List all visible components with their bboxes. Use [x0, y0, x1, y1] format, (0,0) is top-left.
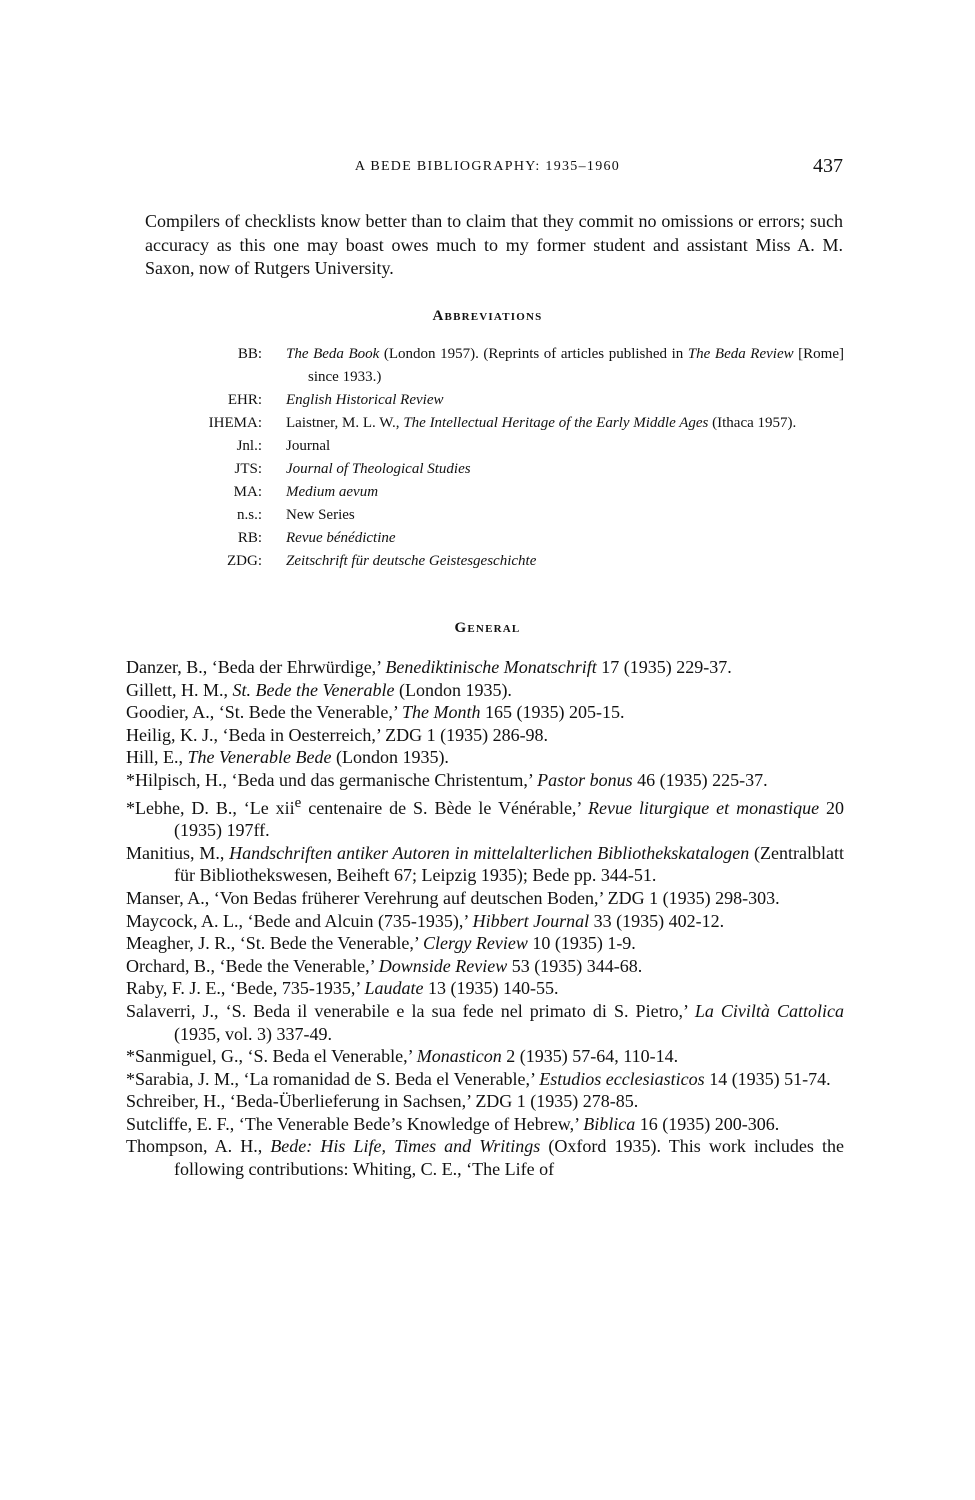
text-run: Orchard, B., ‘Bede the Venerable,’ [126, 955, 379, 976]
bibliography-entry [126, 887, 844, 910]
abbreviation-expansion [286, 343, 844, 389]
abbreviation-row [180, 435, 844, 458]
text-run: centenaire de S. Bède le Vénérable,’ [301, 797, 589, 818]
abbreviation-key: Jnl.: [236, 438, 262, 454]
abbreviation-key: MA: [233, 484, 262, 500]
bibliography-entry [126, 1045, 844, 1068]
bibliography-entry [126, 842, 844, 887]
italic-title: La Civiltà Cattolica [694, 1000, 844, 1021]
intro-paragraph: Compilers of checklists know better than to claim that they commit no omissions or errors; such accuracy as this one may boast owes much to my former student and assistant Miss A. M. Saxon, now of Rutgers University. [145, 211, 843, 278]
italic-title: Monasticon [416, 1046, 502, 1067]
abbreviation-expansion [286, 527, 844, 550]
text-run: 2 (1935) 57-64, 110-14. [501, 1046, 679, 1067]
bibliography-entry [126, 1068, 844, 1091]
abbreviation-key: JTS: [234, 461, 262, 477]
bibliography-entry [126, 910, 844, 933]
bibliography-entry [126, 701, 844, 724]
superscript: e [294, 794, 302, 811]
text-run: (1935, vol. 3) 337-49. [174, 1023, 332, 1044]
italic-title: Laudate [364, 978, 424, 999]
bibliography-entry [126, 656, 844, 679]
text-run: *Lebhe, D. B., ‘Le xii [126, 797, 295, 818]
text-run: 13 (1935) 140-55. [423, 978, 559, 999]
text-run: Sutcliffe, E. F., ‘The Venerable Bede’s Knowledge of Hebrew,’ [126, 1113, 584, 1134]
text-run: Hill, E., [126, 747, 188, 768]
abbreviation-expansion [286, 389, 844, 412]
text-run: *Sarabia, J. M., ‘La romanidad de S. Beda el Venerable,’ [126, 1068, 540, 1089]
text-run: (London 1957). (Reprints of articles published in [379, 346, 688, 362]
bibliography-entry [126, 724, 844, 747]
text-run: Meagher, J. R., ‘St. Bede the Venerable,’ [126, 933, 424, 954]
text-run: Schreiber, H., ‘Beda-Überlieferung in Sachsen,’ ZDG 1 (1935) 278-85. [126, 1091, 639, 1112]
italic-title: The Month [402, 702, 481, 723]
text-run: Laistner, M. L. W., [286, 415, 404, 431]
text-run: Goodier, A., ‘St. Bede the Venerable,’ [126, 702, 403, 723]
running-title: A BEDE BIBLIOGRAPHY: 1935–1960 [354, 159, 621, 174]
text-run: *Sanmiguel, G., ‘S. Beda el Venerable,’ [126, 1046, 417, 1067]
bibliography-entry [126, 1090, 844, 1113]
italic-title: Medium aevum [286, 484, 379, 500]
abbreviation-row [180, 527, 844, 550]
bibliography-entry [126, 1135, 844, 1180]
abbreviation-expansion [286, 550, 844, 573]
text-run: 10 (1935) 1-9. [527, 933, 636, 954]
text-run: 17 (1935) 229-37. [596, 657, 732, 677]
abbreviation-row [180, 343, 844, 389]
bibliography-entry [126, 955, 844, 978]
italic-title: Revue liturgique et monastique [588, 797, 820, 818]
abbreviation-key: n.s.: [236, 507, 262, 523]
text-run: 46 (1935) 225-37. [632, 769, 768, 790]
abbreviation-key: ZDG: [227, 553, 262, 569]
bibliography-entry [126, 1113, 844, 1136]
text-run: (Zentralblatt für Bibliothekswesen, Beiheft 67; Leipzig 1935); Bede pp. 344-51. [174, 842, 845, 886]
text-run: Manser, A., ‘Von Bedas früherer Verehrung auf deutschen Boden,’ ZDG 1 (1935) 298-303. [126, 887, 780, 908]
text-run: Journal [286, 438, 331, 454]
italic-title: Downside Review [378, 955, 508, 976]
abbreviation-key: EHR: [227, 392, 262, 408]
general-heading: General [454, 620, 521, 636]
page-number: 437 [813, 155, 843, 177]
text-run: (Oxford 1935). This work includes the following contributions: Whiting, C. E., ‘The Life of [174, 1136, 845, 1180]
text-run: 165 (1935) 205-15. [480, 702, 625, 723]
text-run: 33 (1935) 402-12. [589, 910, 725, 931]
abbreviation-expansion [286, 412, 844, 435]
text-run: Danzer, B., ‘Beda der Ehrwürdige,’ [126, 657, 386, 677]
text-run: 20 (1935) 197ff. [174, 797, 845, 841]
abbreviation-row [180, 550, 844, 573]
abbreviations-table [180, 343, 844, 573]
italic-title: The Venerable Bede [187, 747, 332, 768]
abbreviation-row [180, 389, 844, 412]
abbreviations-heading: Abbreviations [432, 308, 543, 324]
bibliography-entry [126, 769, 844, 792]
italic-title: Handschriften antiker Autoren in mittelalterlichen Bibliothekskatalogen [229, 842, 750, 863]
bibliography-entry [126, 1000, 844, 1045]
italic-title: Revue bénédictine [286, 530, 396, 546]
italic-title: Benediktinische Monatschrift [385, 657, 597, 677]
running-head [0, 155, 975, 185]
italic-title: Pastor bonus [537, 769, 633, 790]
abbreviation-key: BB: [237, 346, 262, 362]
abbreviation-expansion [286, 458, 844, 481]
text-run: (London 1935). [394, 679, 512, 700]
bibliography-entry [126, 932, 844, 955]
bibliography-entry [126, 746, 844, 769]
italic-title: Hibbert Journal [472, 910, 590, 931]
italic-title: Biblica [583, 1113, 636, 1134]
text-run: Thompson, A. H., [126, 1136, 271, 1157]
italic-title: St. Bede the Venerable [232, 679, 395, 700]
text-run: Heilig, K. J., ‘Beda in Oesterreich,’ ZDG 1 (1935) 286-98. [126, 724, 549, 745]
abbreviation-expansion [286, 504, 844, 527]
abbreviation-row [180, 412, 844, 435]
abbreviation-expansion [286, 481, 844, 504]
abbreviation-row [180, 504, 844, 527]
text-run: 53 (1935) 344-68. [507, 955, 643, 976]
text-run: Maycock, A. L., ‘Bede and Alcuin (735-1935),’ [126, 910, 473, 931]
abbreviation-expansion [286, 435, 844, 458]
text-run: Raby, F. J. E., ‘Bede, 735-1935,’ [126, 978, 365, 999]
bibliography-entry [126, 977, 844, 1000]
italic-title: Estudios ecclesiasticos [539, 1068, 705, 1089]
text-run: *Hilpisch, H., ‘Beda und das germanische Christentum,’ [126, 769, 538, 790]
text-run: Salaverri, J., ‘S. Beda il venerabile e la sua fede nel primato di S. Pietro,’ [126, 1000, 695, 1021]
italic-title: Bede: His Life, Times and Writings [270, 1136, 541, 1157]
text-run: 14 (1935) 51-74. [704, 1068, 831, 1089]
italic-title: The Beda Review [687, 346, 794, 362]
text-run: Gillett, H. M., [126, 679, 233, 700]
abbreviation-row [180, 458, 844, 481]
text-run: [Rome] since 1933.) [308, 346, 844, 385]
italic-title: English Historical Review [286, 392, 444, 408]
italic-title: The Beda Book [286, 346, 380, 362]
bibliography-entry [126, 792, 844, 842]
bibliography-list [126, 656, 844, 1181]
bibliography-entry [126, 679, 844, 702]
text-run: Manitius, M., [126, 842, 230, 863]
abbreviation-key: IHEMA: [208, 415, 262, 431]
text-run: (Ithaca 1957). [708, 415, 797, 431]
italic-title: Zeitschrift für deutsche Geistesgeschichte [286, 553, 537, 569]
italic-title: Journal of Theological Studies [286, 461, 471, 477]
abbreviation-row [180, 481, 844, 504]
text-run: New Series [286, 507, 355, 523]
italic-title: The Intellectual Heritage of the Early Middle Ages [403, 415, 709, 431]
italic-title: Clergy Review [423, 933, 528, 954]
text-run: 16 (1935) 200-306. [635, 1113, 780, 1134]
text-run: (London 1935). [331, 747, 449, 768]
abbreviation-key: RB: [237, 530, 262, 546]
